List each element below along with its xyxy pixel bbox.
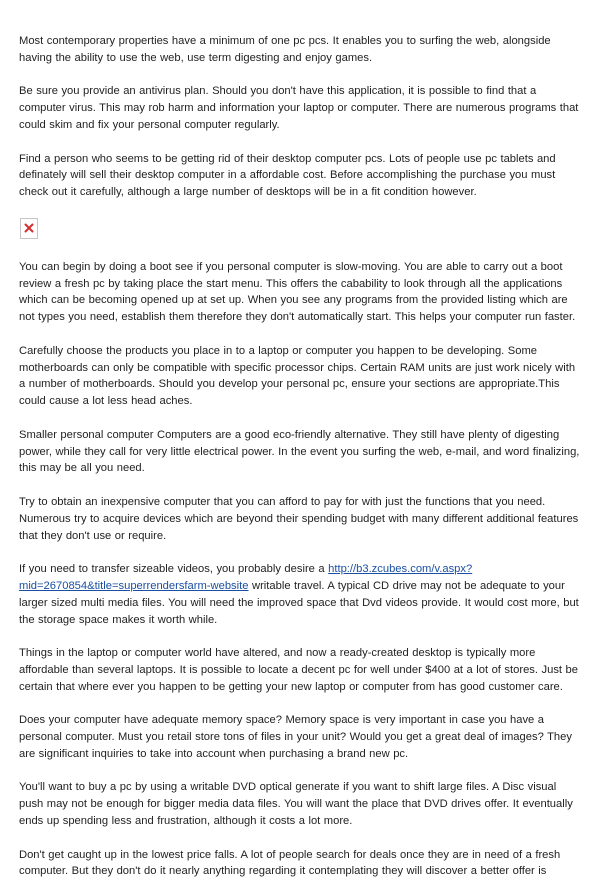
paragraph-find-seller: Find a person who seems to be getting rid of their desktop computer pcs. Lots of people use pc tablets and definately will sell their desktop computer in a affordable cost. Before accomplishing the purchase you must check out it carefully, although a large number of desktops will be in a fit condition however. bbox=[19, 152, 556, 199]
superrendersfarm-link[interactable]: http://b3.zcubes.com/v.aspx?mid=2670854&title=superrendersfarm-website bbox=[19, 563, 473, 592]
paragraph-boot-check: You can begin by doing a boot see if you personal computer is slow-moving. You are able to carry out a boot review a fresh pc by taking place the start menu. This offers the cabability to look through all the applications which can be becoming opened up at set up. When you see any programs from the provided listing which are not types you need, establish them therefore they don't automatically start. This helps your computer run faster. bbox=[19, 260, 576, 324]
broken-image-placeholder bbox=[20, 218, 38, 239]
paragraph-small-computers: Smaller personal computer Computers are a good eco-friendly alternative. They still have plenty of digesting power, while they call for very little electrical power. In the event you surfing the web, e-mail, and word finalizing, this may be all you need. bbox=[19, 428, 580, 475]
paragraph-transfer-videos bbox=[19, 561, 583, 628]
paragraph-intro: Most contemporary properties have a minimum of one pc pcs. It enables you to surfing the web, alongside having the ability to use the web, use term digesting and enjoy games. bbox=[19, 35, 551, 64]
paragraph-memory-space: Does your computer have adequate memory space? Memory space is very important in case you have a personal computer. Must you retail store tons of files in your unit? Would you get a great deal of images? They are significant inquiries to take into account when purchasing a brand new pc. bbox=[19, 714, 572, 760]
paragraph-dvd-drive: You'll want to buy a pc by using a writable DVD optical generate if you want to shift large files. A Disc visual push may not be enough for bigger media data files. You will want the place that DVD drives offer. It eventually ends up spending less and frustration, although it costs a lot more. bbox=[19, 781, 573, 828]
link-paragraph-before: If you need to transfer sizeable videos, you probably desire a bbox=[19, 563, 329, 576]
link-paragraph-after: writable travel. A typical CD drive may not be adequate to your larger sized multi media files. You will need the improved space that Dvd videos provide. It would cost more, but the storage space makes it worth while. bbox=[19, 579, 579, 626]
paragraph-lowest-price: Don't get caught up in the lowest price falls. A lot of people search for deals once they are in need of a fresh computer. But they don't do it nearly anything regarding it contemplating they will discover a better offer is bbox=[19, 848, 561, 878]
paragraph-inexpensive: Try to obtain an inexpensive computer that you can afford to pay for with just the functions that you need. Numerous try to acquire devices which are beyond their spending budget with many different additional features that they don't use or require. bbox=[19, 495, 579, 542]
paragraph-choose-products: Carefully choose the products you place in to a laptop or computer you happen to be developing. Some motherboards can only be compatible with specific processor chips. Certain RAM units are just work nicely with a number of motherboards. Should you develop your personal pc, ensure your sections are appropriate.This could cause a lot less head aches. bbox=[19, 344, 576, 408]
paragraph-antivirus: Be sure you provide an antivirus plan. Should you don't have this application, it is possible to find that a computer virus. This may rob harm and information your laptop or computer. There are numerous programs that could skim and fix your personal computer regularly. bbox=[19, 85, 579, 131]
paragraph-computer-world: Things in the laptop or computer world have altered, and now a ready-created desktop is typically more affordable than several laptops. It is possible to locate a decent pc for well under $400 at a lot of stores. Just be certain that where ever you happen to be getting your new laptop or computer from has good customer care. bbox=[19, 647, 578, 693]
broken-image-icon bbox=[24, 223, 34, 233]
